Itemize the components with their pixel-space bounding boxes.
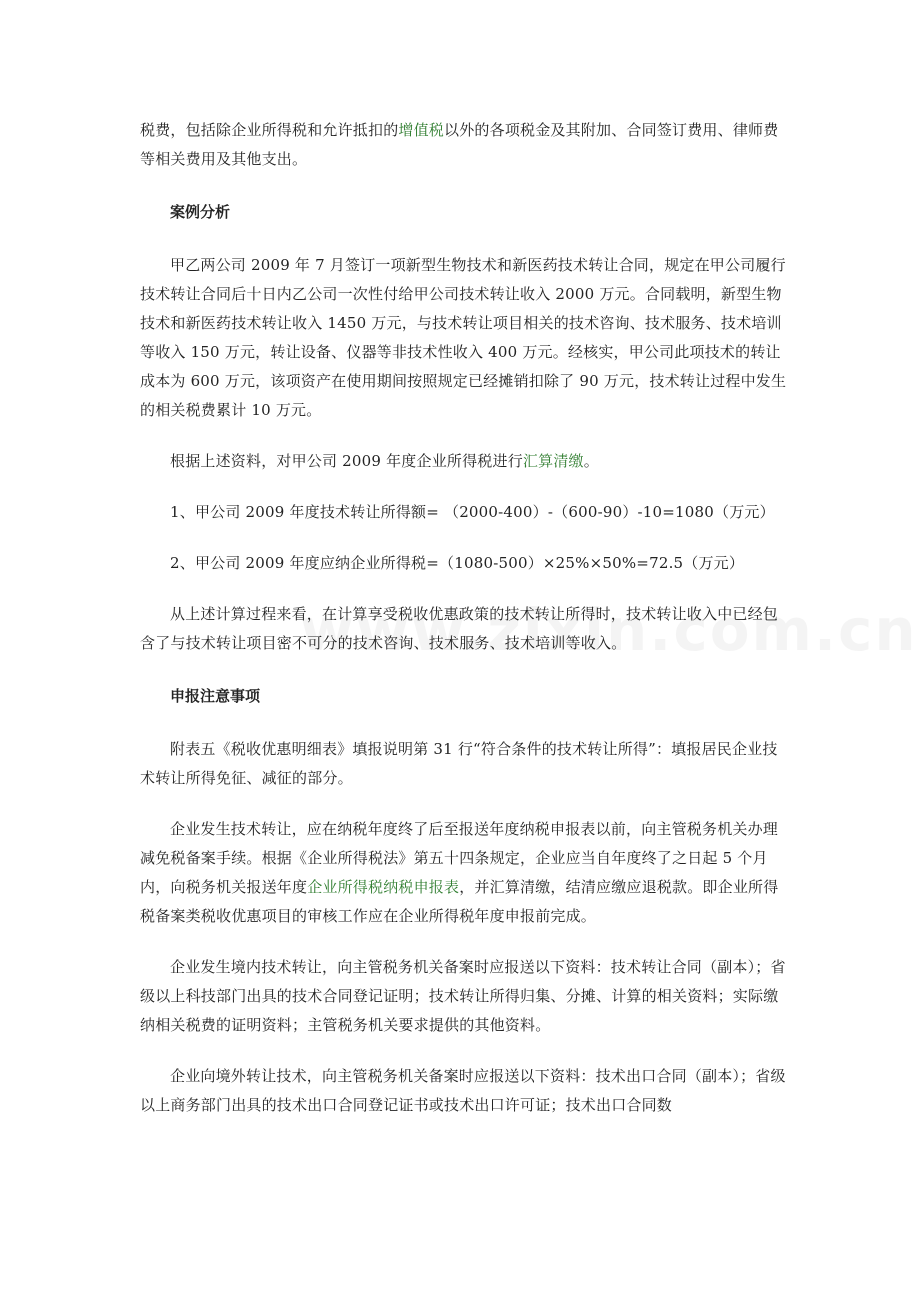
paragraph-settlement (140, 447, 790, 476)
link-settlement[interactable]: 汇算清缴 (522, 452, 584, 470)
paragraph-filing-deadline (140, 815, 790, 931)
paragraph-calc-1: 1、甲公司 2009 年度技术转让所得额= （2000-400）-（600-90）-10=1080（万元） (170, 503, 775, 521)
heading-case-analysis: 案例分析 (170, 203, 231, 221)
text-segment: 税费，包括除企业所得税和允许抵扣的 (140, 121, 399, 139)
text-segment: 。 (583, 452, 599, 470)
article-body (140, 116, 790, 1120)
text-segment: 根据上述资料，对甲公司 2009 年度企业所得税进行 (170, 452, 523, 470)
heading-filing-notes: 申报注意事项 (170, 687, 261, 705)
paragraph-overseas-transfer: 企业向境外转让技术，向主管税务机关备案时应报送以下资料：技术出口合同（副本）；省级以上商务部门出具的技术出口合同登记证书或技术出口许可证；技术出口合同数 (140, 1067, 786, 1114)
link-tax-return[interactable]: 企业所得税纳税申报表 (307, 878, 460, 896)
paragraph-case: 甲乙两公司 2009 年 7 月签订一项新型生物技术和新医药技术转让合同，规定在甲公司履行技术转让合同后十日内乙公司一次性付给甲公司技术转让收入 2000 万元。合同载明，新型生物技术和新医药技术转让收入 1450 万元，与技术转让项目相关的技术咨询、技术服务、技术培训等收入 150 万元，转让设备、仪器等非技术性收入 400 万元。经核实，甲公司此项技术的转让成本为 600 万元，该项资产在使用期间按照规定已经摊销扣除了 90 万元，技术转让过程中发生的相关税费累计 10 万元。 (140, 256, 787, 419)
paragraph-calc-2: 2、甲公司 2009 年度应纳企业所得税=（1080-500）×25%×50%=72.5（万元） (170, 554, 745, 572)
link-vat[interactable]: 增值税 (398, 121, 445, 139)
text-segment: 以外的各项税金及其附加、合同签订费用、律师费等相关费用及其他支出。 (140, 121, 779, 168)
text-segment: ，并汇算清缴，结清应缴应退税款。即企业所得税备案类税收优惠项目的审核工作应在企业所得税年度申报前完成。 (140, 878, 779, 925)
paragraph-conclusion: 从上述计算过程来看，在计算享受税收优惠政策的技术转让所得时，技术转让收入中已经包含了与技术转让项目密不可分的技术咨询、技术服务、技术培训等收入。 (140, 605, 779, 652)
text-segment: 企业发生技术转让，应在纳税年度终了后至报送年度纳税申报表以前，向主管税务机关办理减免税备案手续。根据《企业所得税法》第五十四条规定，企业应当自年度终了之日起 5 个月内，向税务机关报送年度 (140, 820, 779, 896)
paragraph-schedule-5: 附表五《税收优惠明细表》填报说明第 31 行“符合条件的技术转让所得”：填报居民企业技术转让所得免征、减征的部分。 (140, 740, 778, 787)
paragraph-tax-fees (140, 116, 790, 174)
paragraph-domestic-transfer: 企业发生境内技术转让，向主管税务机关备案时应报送以下资料：技术转让合同（副本）；省级以上科技部门出具的技术合同登记证明；技术转让所得归集、分摊、计算的相关资料；实际缴纳相关税费的证明资料；主管税务机关要求提供的其他资料。 (140, 958, 786, 1034)
